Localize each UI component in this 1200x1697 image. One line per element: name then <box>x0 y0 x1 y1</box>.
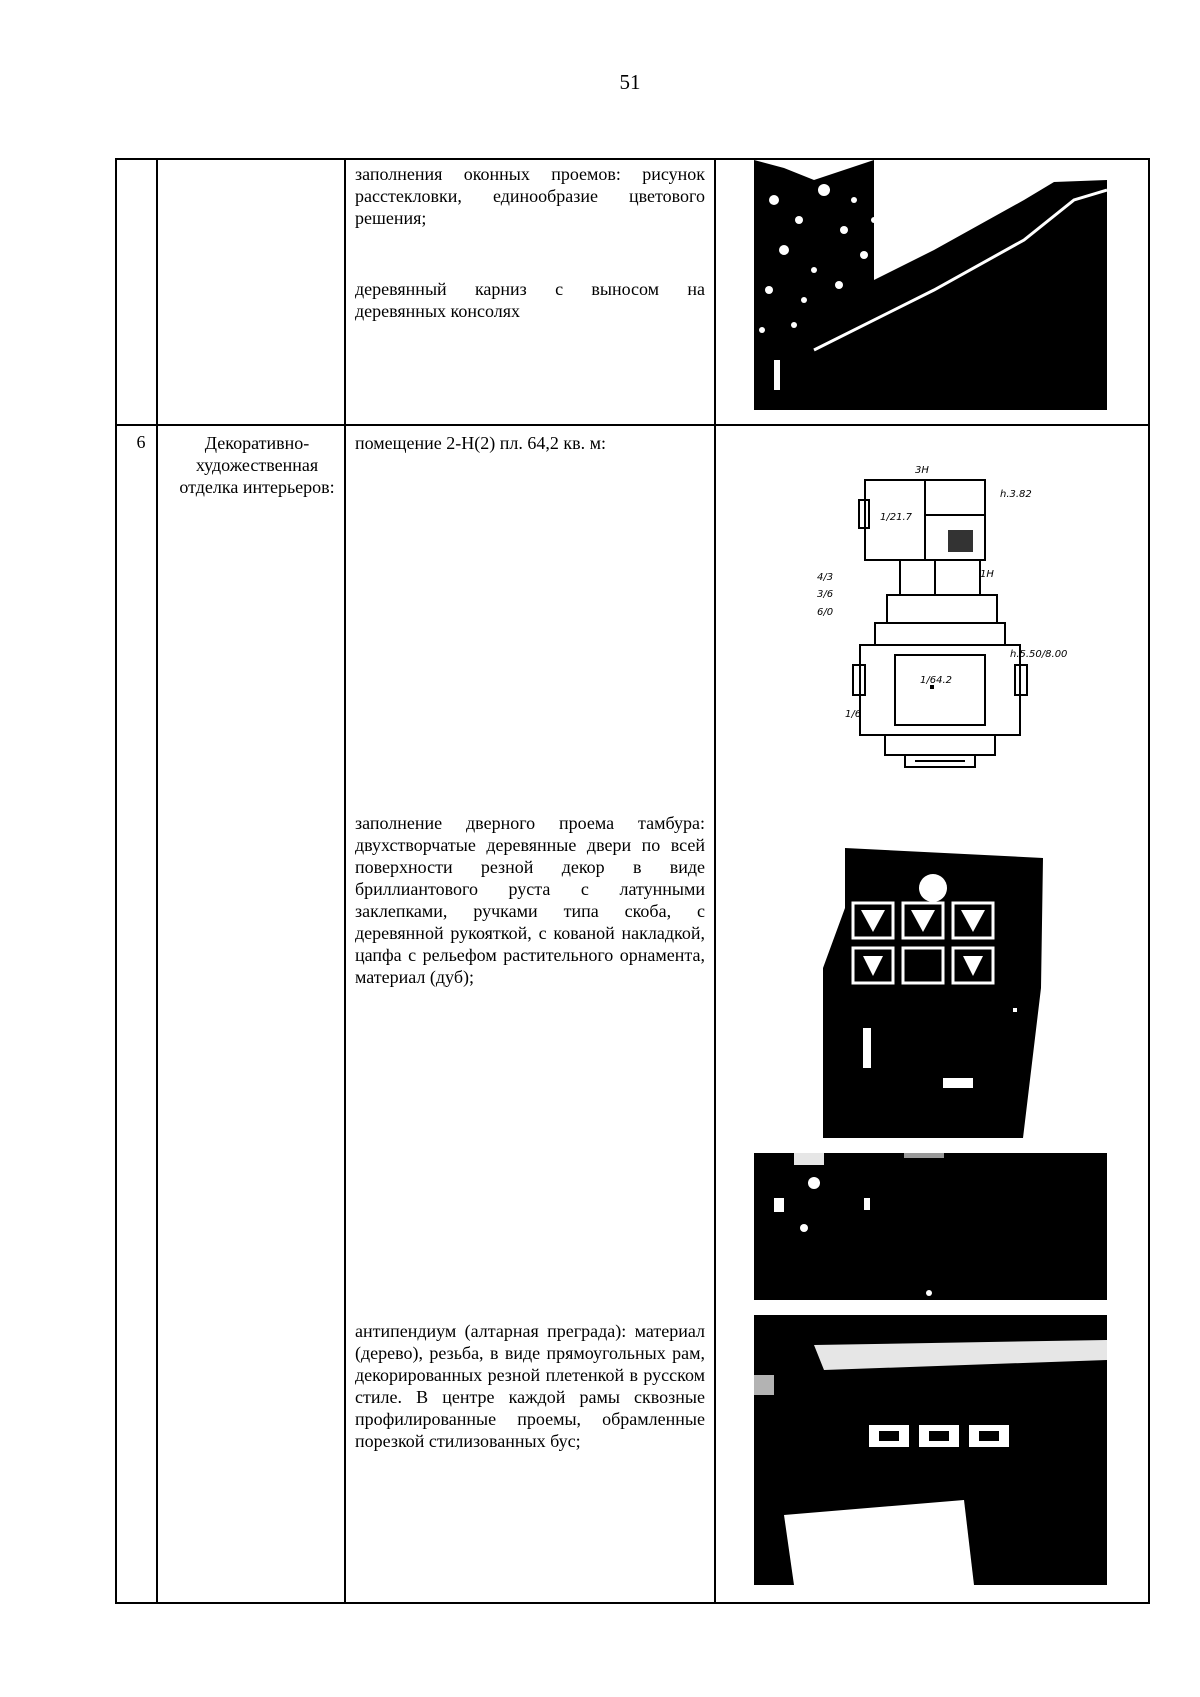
row-separator <box>115 424 1150 426</box>
plan-label-bottom: 1/6 <box>845 709 862 720</box>
plan-label-right-mid: h.5.50/8.00 <box>1010 649 1068 660</box>
plan-label-area-1: 1/21.7 <box>880 512 912 523</box>
section-category: Декоративно-художественная отделка интерьеров: <box>179 433 335 497</box>
column-line-4 <box>714 158 716 1604</box>
table-border-bottom <box>115 1602 1150 1604</box>
interior-photo <box>754 1153 1107 1300</box>
plan-label-area-2: 1/64.2 <box>920 675 952 686</box>
floor-plan <box>815 455 1115 770</box>
door-description: заполнение дверного проема тамбура: двухстворчатые деревянные двери по всей поверхности резной декор в виде бриллиантового руста с латунными заклепками, ручками типа скоба, с деревянной рукояткой, с кованой накладкой, цапфа с рельефом растительного орнамента, материал (дуб); <box>355 813 705 987</box>
plan-label-top: 3Н <box>915 465 929 476</box>
plan-label-right-top: h.3.82 <box>1000 489 1032 500</box>
plan-label-left-2: 3/6 <box>817 589 834 600</box>
antependium-photo <box>754 1315 1107 1585</box>
row-number: 6 <box>136 432 146 452</box>
antependium-description: антипендиум (алтарная преграда): материал (дерево), резьба, в виде прямоугольных рам, декорированных резной плетенкой в русском стиле. В центре каждой рамы сквозные профилированные проемы, обрамленные порезкой стилизованных бус; <box>355 1321 705 1451</box>
cornice-description: деревянный карниз с выносом на деревянных консолях <box>355 279 705 321</box>
column-line-3 <box>344 158 346 1604</box>
door-photo <box>823 848 1043 1138</box>
column-line-1 <box>115 158 117 1604</box>
plan-label-side: 1Н <box>980 569 994 580</box>
plan-label-left-1: 4/3 <box>817 572 834 583</box>
page-number: 51 <box>619 70 641 94</box>
column-line-5 <box>1148 158 1150 1604</box>
room-heading: помещение 2-Н(2) пл. 64,2 кв. м: <box>355 433 607 453</box>
cornice-photo <box>754 160 1107 410</box>
plan-label-left-3: 6/0 <box>817 607 834 618</box>
column-line-2 <box>156 158 158 1604</box>
window-fill-description: заполнения оконных проемов: рисунок расстекловки, единообразие цветового решения; <box>355 164 705 228</box>
